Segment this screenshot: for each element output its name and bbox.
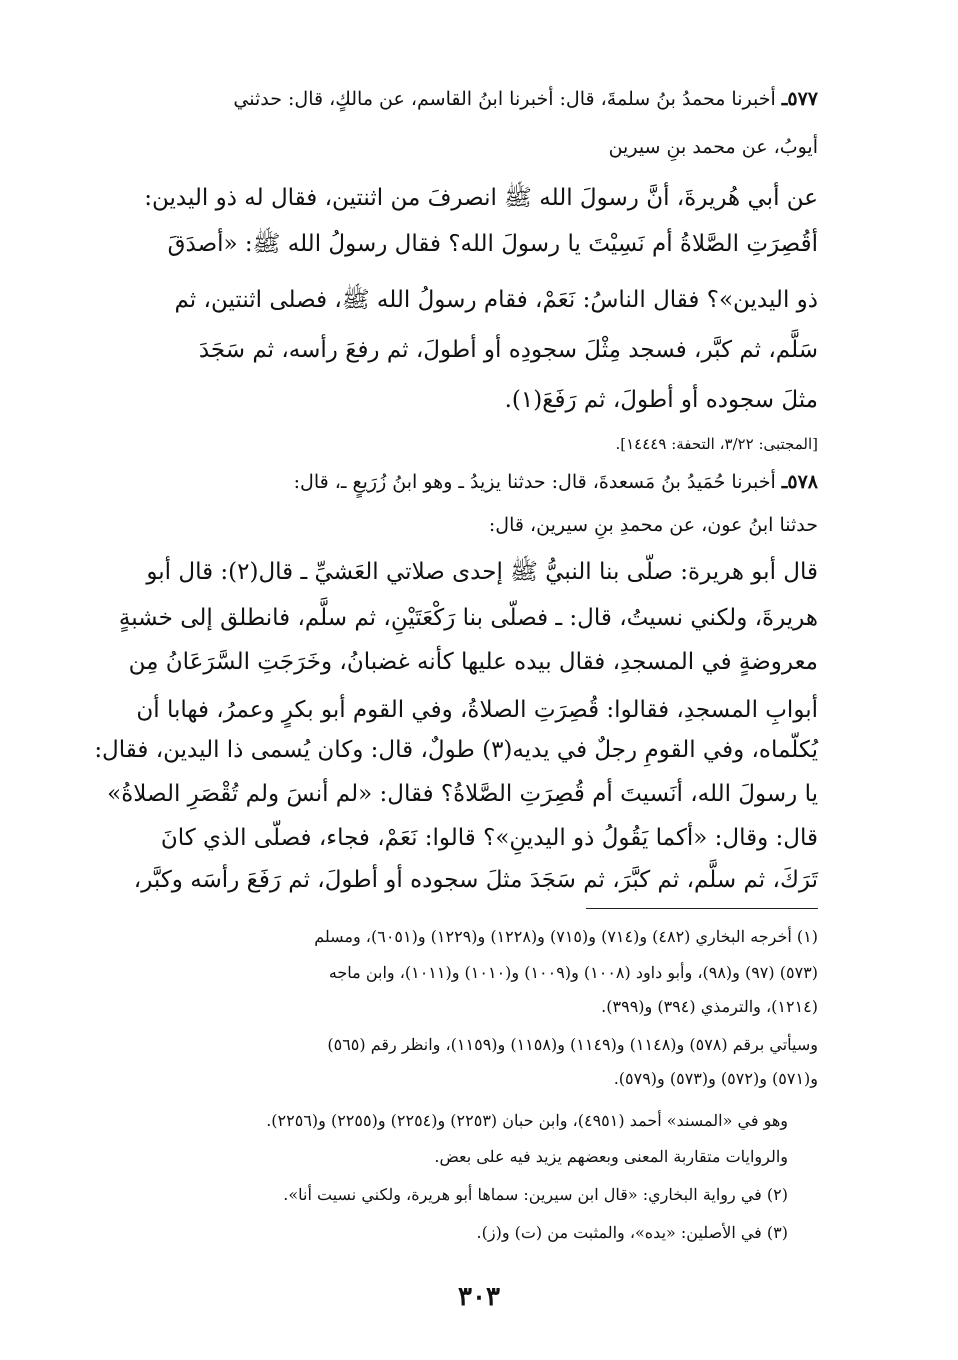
hadith-578-isnad-line-1	[138, 465, 818, 499]
hadith-578-matn-line-7: قال: وقال: «أكما يَقُولُ ذو اليدينِ»؟ قالوا: نَعَمْ، فجاء، فصلّى الذي كانَ	[160, 825, 818, 851]
hadith-577-reference: [المجتبى: ٣/٢٢، التحفة: ١٤٤٤٩].	[615, 435, 818, 453]
hadith-578-matn-line-3: معروضةٍ في المسجدِ، فقال بيده عليها كأنه غضبانُ، وخَرَجَتِ السَّرَعَانُ مِن	[128, 649, 818, 675]
hadith-578-isnad-line-2: حدثنا ابنُ عون، عن محمدِ بنِ سيرين، قال:	[488, 514, 818, 536]
hadith-578-matn-line-1: قال أبو هريرة: صلّى بنا النبيُّ ﷺ إحدى صلاتي العَشيِّ ـ قال(٢): قال أبو	[146, 559, 818, 585]
hadith-578-matn-line-8: تَرَكَ، ثم سلَّم، ثم كبَّرَ، ثم سَجَدَ مثلَ سجوده أو أطولَ، ثم رَفَعَ رأسَه وكبَّر،	[133, 867, 818, 893]
hadith-577-isnad-line-2: أيوبُ، عن محمد بنِ سيرين	[608, 136, 818, 158]
footnote-line-4: وسيأتي برقم (٥٧٨) و(١١٤٨) و(١١٤٩) و(١١٥٨) و(١١٥٩)، وانظر رقم (٥٦٥)	[327, 1035, 818, 1054]
hadith-577-matn-line-5: مثلَ سجوده أو أطولَ، ثم رَفَعَ(١).	[504, 387, 818, 413]
footnote-line-2: (٥٧٣) (٩٧) و(٩٨)، وأبو داود (١٠٠٨) و(١٠٠٩) و(١٠١٠) و(١٠١١)، وابن ماجه	[328, 963, 818, 982]
footnote-separator	[586, 908, 818, 909]
footnote-line-1: (١) أخرجه البخاري (٤٨٢) و(٧١٤) و(٧١٥) و(١٢٢٨) و(١٢٢٩) و(٦٠٥١)، ومسلم	[314, 927, 818, 946]
footnote-line-5: و(٥٧١) و(٥٧٢) و(٥٧٣) و(٥٧٩).	[613, 1069, 818, 1088]
footnote-line-3: (١٢١٤)، والترمذي (٣٩٤) و(٣٩٩).	[601, 997, 818, 1016]
hadith-577-number: ٥٧٧ـ	[781, 88, 818, 110]
hadith-577-isnad-line-1	[138, 82, 818, 116]
hadith-577-matn-line-1: عن أبي هُريرةَ، أنَّ رسولَ الله ﷺ انصرفَ من اثنتين، فقال له ذو اليدين:	[144, 185, 818, 211]
page-number: ٣٠٣	[458, 1282, 500, 1312]
footnote-line-6: وهو في «المسند» أحمد (٤٩٥١)، وابن حبان (٢٢٥٣) و(٢٢٥٤) و(٢٢٥٥) و(٢٢٥٦).	[266, 1111, 788, 1130]
hadith-578-number: ٥٧٨ـ	[781, 471, 818, 493]
hadith-578-matn-line-2: هريرةَ، ولكني نسيتُ، قال: ـ فصلّى بنا رَكْعَتَيْنِ، ثم سلَّم، فانطلق إلى خشبةٍ	[118, 605, 818, 631]
hadith-578-isnad-text-1: أخبرنا حُمَيدُ بنُ مَسعدةَ، قال: حدثنا يزيدُ ـ وهو ابنُ زُرَيعٍ ـ، قال:	[293, 471, 776, 493]
hadith-577-matn-line-3: ذو اليدين»؟ فقال الناسُ: نَعَمْ، فقام رسولُ الله ﷺ، فصلى اثنتين، ثم	[174, 287, 818, 313]
hadith-578-matn-line-5: يُكلّماه، وفي القومِ رجلٌ في يديه(٣) طولٌ، قال: وكان يُسمى ذا اليدين، فقال:	[94, 737, 818, 763]
hadith-577-matn-line-2: أقُصِرَتِ الصَّلاةُ أم نَسِيْتَ يا رسولَ الله؟ فقال رسولُ الله ﷺ: «أصدَقَ	[167, 231, 818, 257]
hadith-577-isnad-text-1: أخبرنا محمدُ بنُ سلمةَ، قال: أخبرنا ابنُ القاسم، عن مالكٍ، قال: حدثني	[233, 88, 776, 110]
footnote-line-7: والروايات متقاربة المعنى وبعضهم يزيد فيه على بعض.	[434, 1147, 788, 1166]
hadith-578-matn-line-6: يا رسولَ الله، أنَسيتَ أم قُصِرَتِ الصَّلاةُ؟ فقال: «لم أنسَ ولم تُقْصَرِ الصلاةُ»	[107, 781, 818, 807]
footnote-line-8: (٢) في رواية البخاري: «قال ابن سيرين: سماها أبو هريرة، ولكني نسيت أنا».	[283, 1185, 788, 1204]
hadith-578-matn-line-4: أبوابِ المسجدِ، فقالوا: قُصِرَتِ الصلاةُ، وفي القوم أبو بكرٍ وعمرُ، فهابا أن	[136, 697, 818, 723]
footnote-line-9: (٣) في الأصلين: «يده»، والمثبت من (ت) و(ز).	[476, 1223, 788, 1242]
hadith-577-matn-line-4: سَلَّم، ثم كبَّر، فسجد مِثْلَ سجودِه أو أطولَ، ثم رفعَ رأسه، ثم سَجَدَ	[198, 337, 818, 363]
